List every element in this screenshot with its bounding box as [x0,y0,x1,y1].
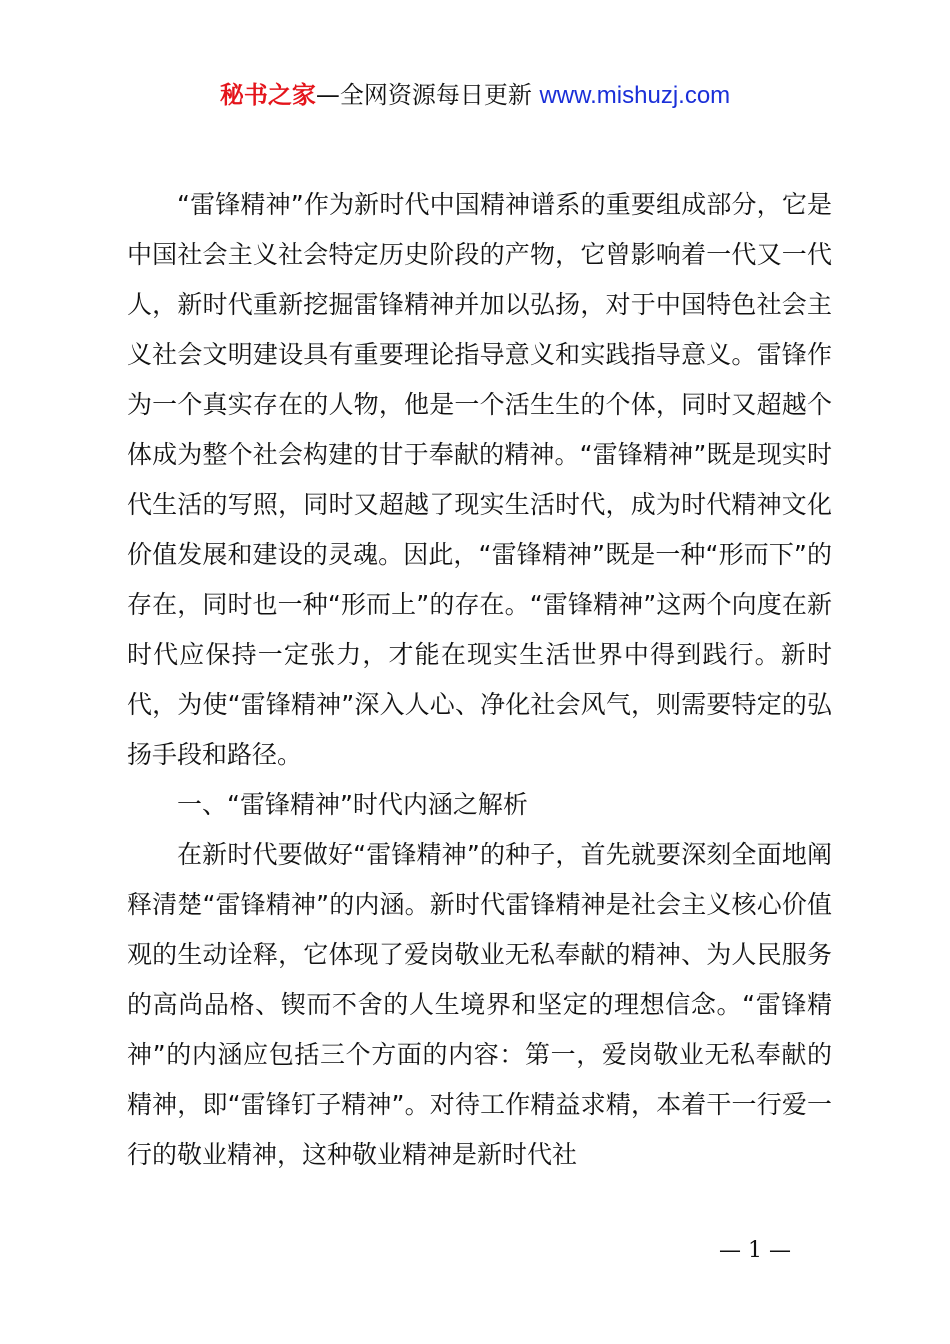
section-heading: 一、“雷锋精神”时代内涵之解析 [177,790,528,819]
brand-name: 秘书之家 [219,81,316,109]
header-tagline: —全网资源每日更新 [315,81,540,109]
page-header [0,78,950,113]
document-body [127,180,832,1180]
paragraph-intro: “雷锋精神”作为新时代中国精神谱系的重要组成部分，它是中国社会主义社会特定历史阶段的产物，它曾影响着一代又一代人，新时代重新挖掘雷锋精神并加以弘扬，对于中国特色社会主义社会文明建设具有重要理论指导意义和实践指导意义。雷锋作为一个真实存在的人物，他是一个活生生的个体，同时又超越个体成为整个社会构建的甘于奉献的精神。“雷锋精神”既是现实时代生活的写照，同时又超越了现实生活时代，成为时代精神文化价值发展和建设的灵魂。因此，“雷锋精神”既是一种“形而下”的存在，同时也一种“形而上”的存在。“雷锋精神”这两个向度在新时代应保持一定张力，才能在现实生活世界中得到践行。新时代，为使“雷锋精神”深入人心、净化社会风气，则需要特定的弘扬手段和路径。 [127,190,832,769]
page-number: — 1 — [719,1238,791,1263]
website-link[interactable]: www.mishuzj.com [539,82,731,109]
paragraph-section-one: 在新时代要做好“雷锋精神”的种子，首先就要深刻全面地阐释清楚“雷锋精神”的内涵。新时代雷锋精神是社会主义核心价值观的生动诠释，它体现了爱岗敬业无私奉献的精神、为人民服务的高尚品格、锲而不舍的人生境界和坚定的理想信念。“雷锋精神”的内涵应包括三个方面的内容：第一，爱岗敬业无私奉献的精神，即“雷锋钉子精神”。对待工作精益求精，本着干一行爱一行的敬业精神，这种敬业精神是新时代社 [127,840,832,1169]
